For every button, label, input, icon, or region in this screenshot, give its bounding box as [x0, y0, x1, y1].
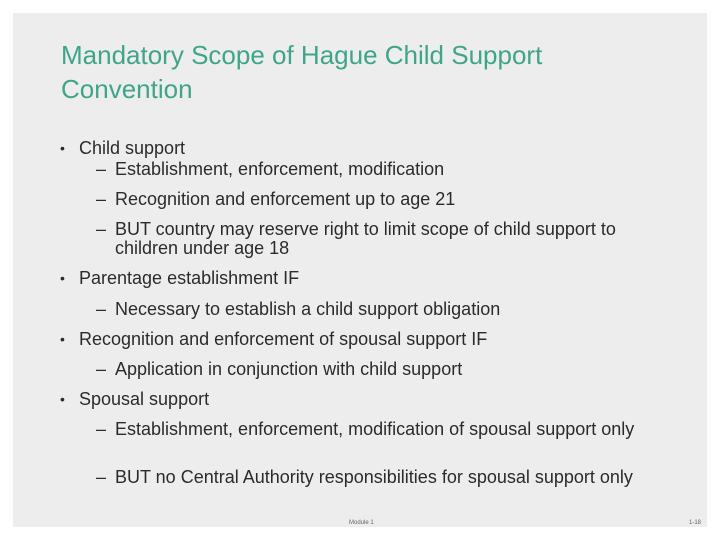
dash-icon: – [96, 359, 107, 379]
footer-page-number: 1-18 [688, 520, 701, 526]
sub-bullet-text: BUT no Central Authority responsibilities for spousal support only [115, 467, 633, 487]
dash-icon: – [96, 189, 107, 209]
bullet-spousal [60, 389, 210, 409]
sub-bullet-text: Establishment, enforcement, modification [115, 159, 445, 179]
dash-icon: – [96, 159, 107, 179]
bullet-text: Child support [79, 138, 186, 158]
sub-bullet [96, 189, 675, 209]
bullet-child-support [60, 138, 186, 158]
bullet-text: Recognition and enforcement of spousal support IF [79, 329, 488, 349]
sub-bullet-text: Establishment, enforcement, modification of spousal support only [115, 419, 635, 439]
sub-bullet-text: Necessary to establish a child support obligation [115, 299, 501, 319]
sub-bullet [96, 219, 655, 258]
sub-bullet [96, 299, 675, 319]
sub-bullet-text: Application in conjunction with child support [115, 359, 463, 379]
bullet-text: Spousal support [79, 389, 210, 409]
dash-icon: – [96, 467, 107, 487]
bullet-icon: • [60, 270, 65, 286]
bullet-icon: • [60, 391, 65, 407]
sub-bullet [96, 419, 640, 439]
bullet-text: Parentage establishment IF [79, 268, 300, 288]
bullet-icon: • [60, 140, 65, 156]
footer-module: Module 1 [349, 520, 374, 526]
bullet-icon: • [60, 331, 65, 347]
sub-bullet [96, 467, 640, 487]
slide-title: Mandatory Scope of Hague Child Support Convention [61, 40, 543, 104]
sub-bullet-text: BUT country may reserve right to limit scope of child support to children under age 18 [115, 219, 616, 258]
sub-bullet-text: Recognition and enforcement up to age 21 [115, 189, 456, 209]
sub-bullet [96, 359, 675, 379]
bullet-recognition [60, 329, 488, 349]
sub-bullet [96, 159, 675, 179]
dash-icon: – [96, 219, 107, 239]
slide [13, 13, 707, 527]
dash-icon: – [96, 299, 107, 319]
dash-icon: – [96, 419, 107, 439]
bullet-parentage [60, 268, 300, 288]
